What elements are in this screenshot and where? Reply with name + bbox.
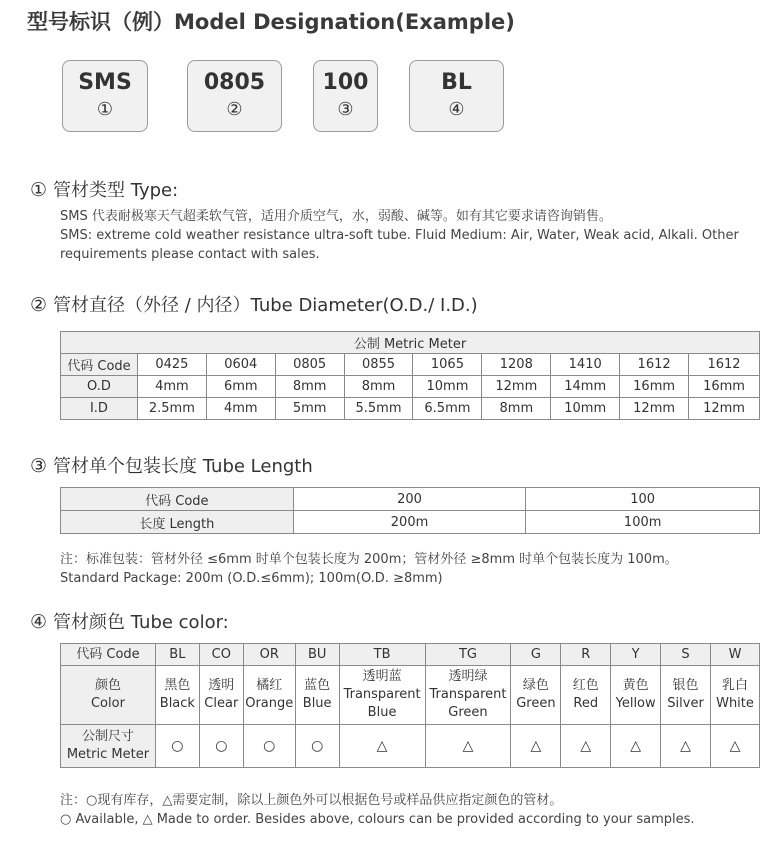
table-cell: 8mm [344, 376, 413, 398]
table-row [61, 725, 760, 768]
table-cell: 6.5mm [413, 398, 482, 420]
designation-box-diameter [187, 60, 282, 132]
cell-en: Transparent Green [429, 687, 507, 720]
table-cell: CO [199, 644, 243, 666]
cell-en: Metric Meter [66, 747, 150, 762]
table-cell: 1208 [482, 354, 551, 376]
table-cell: OR [243, 644, 295, 666]
designation-number: ④ [448, 99, 465, 120]
table-cell: TG [425, 644, 511, 666]
designation-number: ① [96, 99, 114, 120]
cell-en: Color [90, 696, 125, 711]
table-cell: 12mm [482, 376, 551, 398]
table-cell: 10mm [551, 398, 620, 420]
table-cell: 100 [526, 488, 760, 511]
table-cell [339, 666, 425, 725]
table-row [61, 354, 760, 376]
cell-cn: 银色 [672, 678, 699, 693]
table-cell: O.D [61, 376, 138, 398]
table-cell: 16mm [620, 376, 689, 398]
availability-cell: △ [561, 725, 611, 768]
cell-cn: 透明 [208, 678, 235, 693]
table-cell: 200m [293, 511, 526, 534]
type-description [60, 207, 739, 264]
table-cell: 0604 [206, 354, 275, 376]
cell-en: Transparent Blue [343, 687, 421, 720]
cell-cn: 橘红 [256, 678, 283, 693]
cell-en: Blue [302, 696, 332, 711]
section-title: 管材直径（外径 / 内径）Tube Diameter(O.D./ I.D.) [53, 295, 478, 316]
designation-code: 0805 [203, 70, 266, 95]
cell-en: Black [159, 696, 195, 711]
table-cell: 5.5mm [344, 398, 413, 420]
table-cell: R [561, 644, 611, 666]
table-row [61, 511, 760, 534]
diameter-table [60, 331, 760, 420]
availability-cell: ○ [243, 725, 295, 768]
designation-box-length [313, 60, 378, 132]
designation-code: 100 [322, 70, 369, 95]
cell-en: Green [516, 696, 556, 711]
type-heading [30, 176, 178, 202]
availability-cell: △ [661, 725, 711, 768]
section-number: ② [30, 294, 48, 316]
section-title: 管材单个包装长度 Tube Length [53, 456, 313, 477]
table-cell: W [711, 644, 760, 666]
cell-en: Red [573, 696, 599, 711]
table-cell [243, 666, 295, 725]
cell-cn: 黑色 [164, 678, 191, 693]
table-cell [561, 666, 611, 725]
cell-cn: 黄色 [622, 678, 649, 693]
color-note [60, 791, 695, 829]
table-cell: 4mm [137, 376, 206, 398]
availability-cell: △ [611, 725, 661, 768]
color-table [60, 643, 760, 768]
table-cell: 0805 [275, 354, 344, 376]
table-cell: 4mm [206, 398, 275, 420]
cell-cn: 透明绿 [448, 669, 488, 684]
cell-en: White [716, 696, 754, 711]
table-cell: 1612 [620, 354, 689, 376]
table-cell [295, 666, 339, 725]
section-number: ① [30, 179, 48, 201]
availability-cell: △ [511, 725, 561, 768]
designation-box-color [409, 60, 504, 132]
table-cell: 1065 [413, 354, 482, 376]
length-note [60, 550, 678, 588]
table-cell: 0855 [344, 354, 413, 376]
color-note-en: ○ Available, △ Made to order. Besides above, colours can be provided according to your samples. [60, 812, 695, 827]
availability-cell: △ [711, 725, 760, 768]
section-title: 管材类型 Type: [53, 180, 179, 201]
availability-cell: ○ [199, 725, 243, 768]
table-row [61, 666, 760, 725]
designation-box-type [62, 60, 148, 132]
section-title: 管材颜色 Tube color: [53, 612, 229, 633]
table-cell: 8mm [275, 376, 344, 398]
table-cell: 6mm [206, 376, 275, 398]
cell-cn: 颜色 [94, 678, 121, 693]
table-cell: 0425 [137, 354, 206, 376]
cell-cn: 乳白 [721, 678, 748, 693]
type-line-en: SMS: extreme cold weather resistance ultra-soft tube. Fluid Medium: Air, Water, Weak acid, Alkali. Other [60, 228, 739, 243]
cell-cn: 红色 [572, 678, 599, 693]
table-cell: 12mm [689, 398, 760, 420]
availability-cell: △ [339, 725, 425, 768]
table-cell [711, 666, 760, 725]
table-cell [155, 666, 199, 725]
table-cell [661, 666, 711, 725]
cell-cn: 绿色 [522, 678, 549, 693]
length-note-en: Standard Package: 200m (O.D.≤6mm); 100m(O.D. ≥8mm) [60, 571, 443, 586]
type-line-cn: SMS 代表耐极寒天气超柔软气管，适用介质空气，水，弱酸、碱等。如有其它要求请咨询销售。 [60, 209, 612, 224]
table-cell [511, 666, 561, 725]
color-heading [30, 608, 229, 634]
table-cell [61, 666, 156, 725]
table-cell: 200 [293, 488, 526, 511]
cell-en: Orange [245, 696, 294, 711]
designation-number: ③ [337, 99, 354, 120]
table-cell: G [511, 644, 561, 666]
table-cell [425, 666, 511, 725]
page-title: 型号标识（例）Model Designation(Example) [27, 10, 515, 34]
diameter-heading [30, 291, 478, 317]
color-note-cn: 注：○现有库存，△需要定制，除以上颜色外可以根据色号或样品供应指定颜色的管材。 [60, 793, 563, 808]
cell-cn: 透明蓝 [362, 669, 402, 684]
table-cell: 2.5mm [137, 398, 206, 420]
length-heading [30, 452, 313, 478]
table-cell: BU [295, 644, 339, 666]
availability-cell: △ [425, 725, 511, 768]
type-line-en-2: requirements please contact with sales. [60, 247, 320, 262]
availability-cell: ○ [295, 725, 339, 768]
table-cell: 100m [526, 511, 760, 534]
table-cell: S [661, 644, 711, 666]
cell-en: Clear [204, 696, 239, 711]
table-cell: 8mm [482, 398, 551, 420]
table-cell: 代码 Code [61, 488, 294, 511]
table-cell: 长度 Length [61, 511, 294, 534]
table-cell: 14mm [551, 376, 620, 398]
section-number: ③ [30, 455, 48, 477]
table-cell: TB [339, 644, 425, 666]
length-table [60, 487, 760, 534]
table-cell [61, 725, 156, 768]
designation-code: SMS [78, 70, 132, 95]
table-cell: 10mm [413, 376, 482, 398]
designation-code: BL [441, 70, 472, 95]
cell-cn: 公制尺寸 [81, 729, 134, 744]
section-number: ④ [30, 611, 48, 633]
cell-en: Silver [667, 696, 704, 711]
availability-cell: ○ [155, 725, 199, 768]
table-cell: 1410 [551, 354, 620, 376]
table-cell: Y [611, 644, 661, 666]
table-cell: 1612 [689, 354, 760, 376]
table-cell: 代码 Code [61, 644, 156, 666]
table-cell [611, 666, 661, 725]
cell-cn: 蓝色 [304, 678, 331, 693]
designation-number: ② [226, 99, 243, 120]
table-row [61, 376, 760, 398]
table-cell: 12mm [620, 398, 689, 420]
cell-en: Yellow [615, 696, 656, 711]
table-cell: 代码 Code [61, 354, 138, 376]
table-cell: BL [155, 644, 199, 666]
table-row [61, 488, 760, 511]
table-cell [199, 666, 243, 725]
table-row [61, 644, 760, 666]
length-note-cn: 注：标准包装：管材外径 ≤6mm 时单个包装长度为 200m；管材外径 ≥8mm 时单个包装长度为 100m。 [60, 552, 678, 567]
table-row [61, 398, 760, 420]
table-cell: 16mm [689, 376, 760, 398]
table-cell: I.D [61, 398, 138, 420]
table-cell: 5mm [275, 398, 344, 420]
table-header: 公制 Metric Meter [61, 332, 760, 354]
